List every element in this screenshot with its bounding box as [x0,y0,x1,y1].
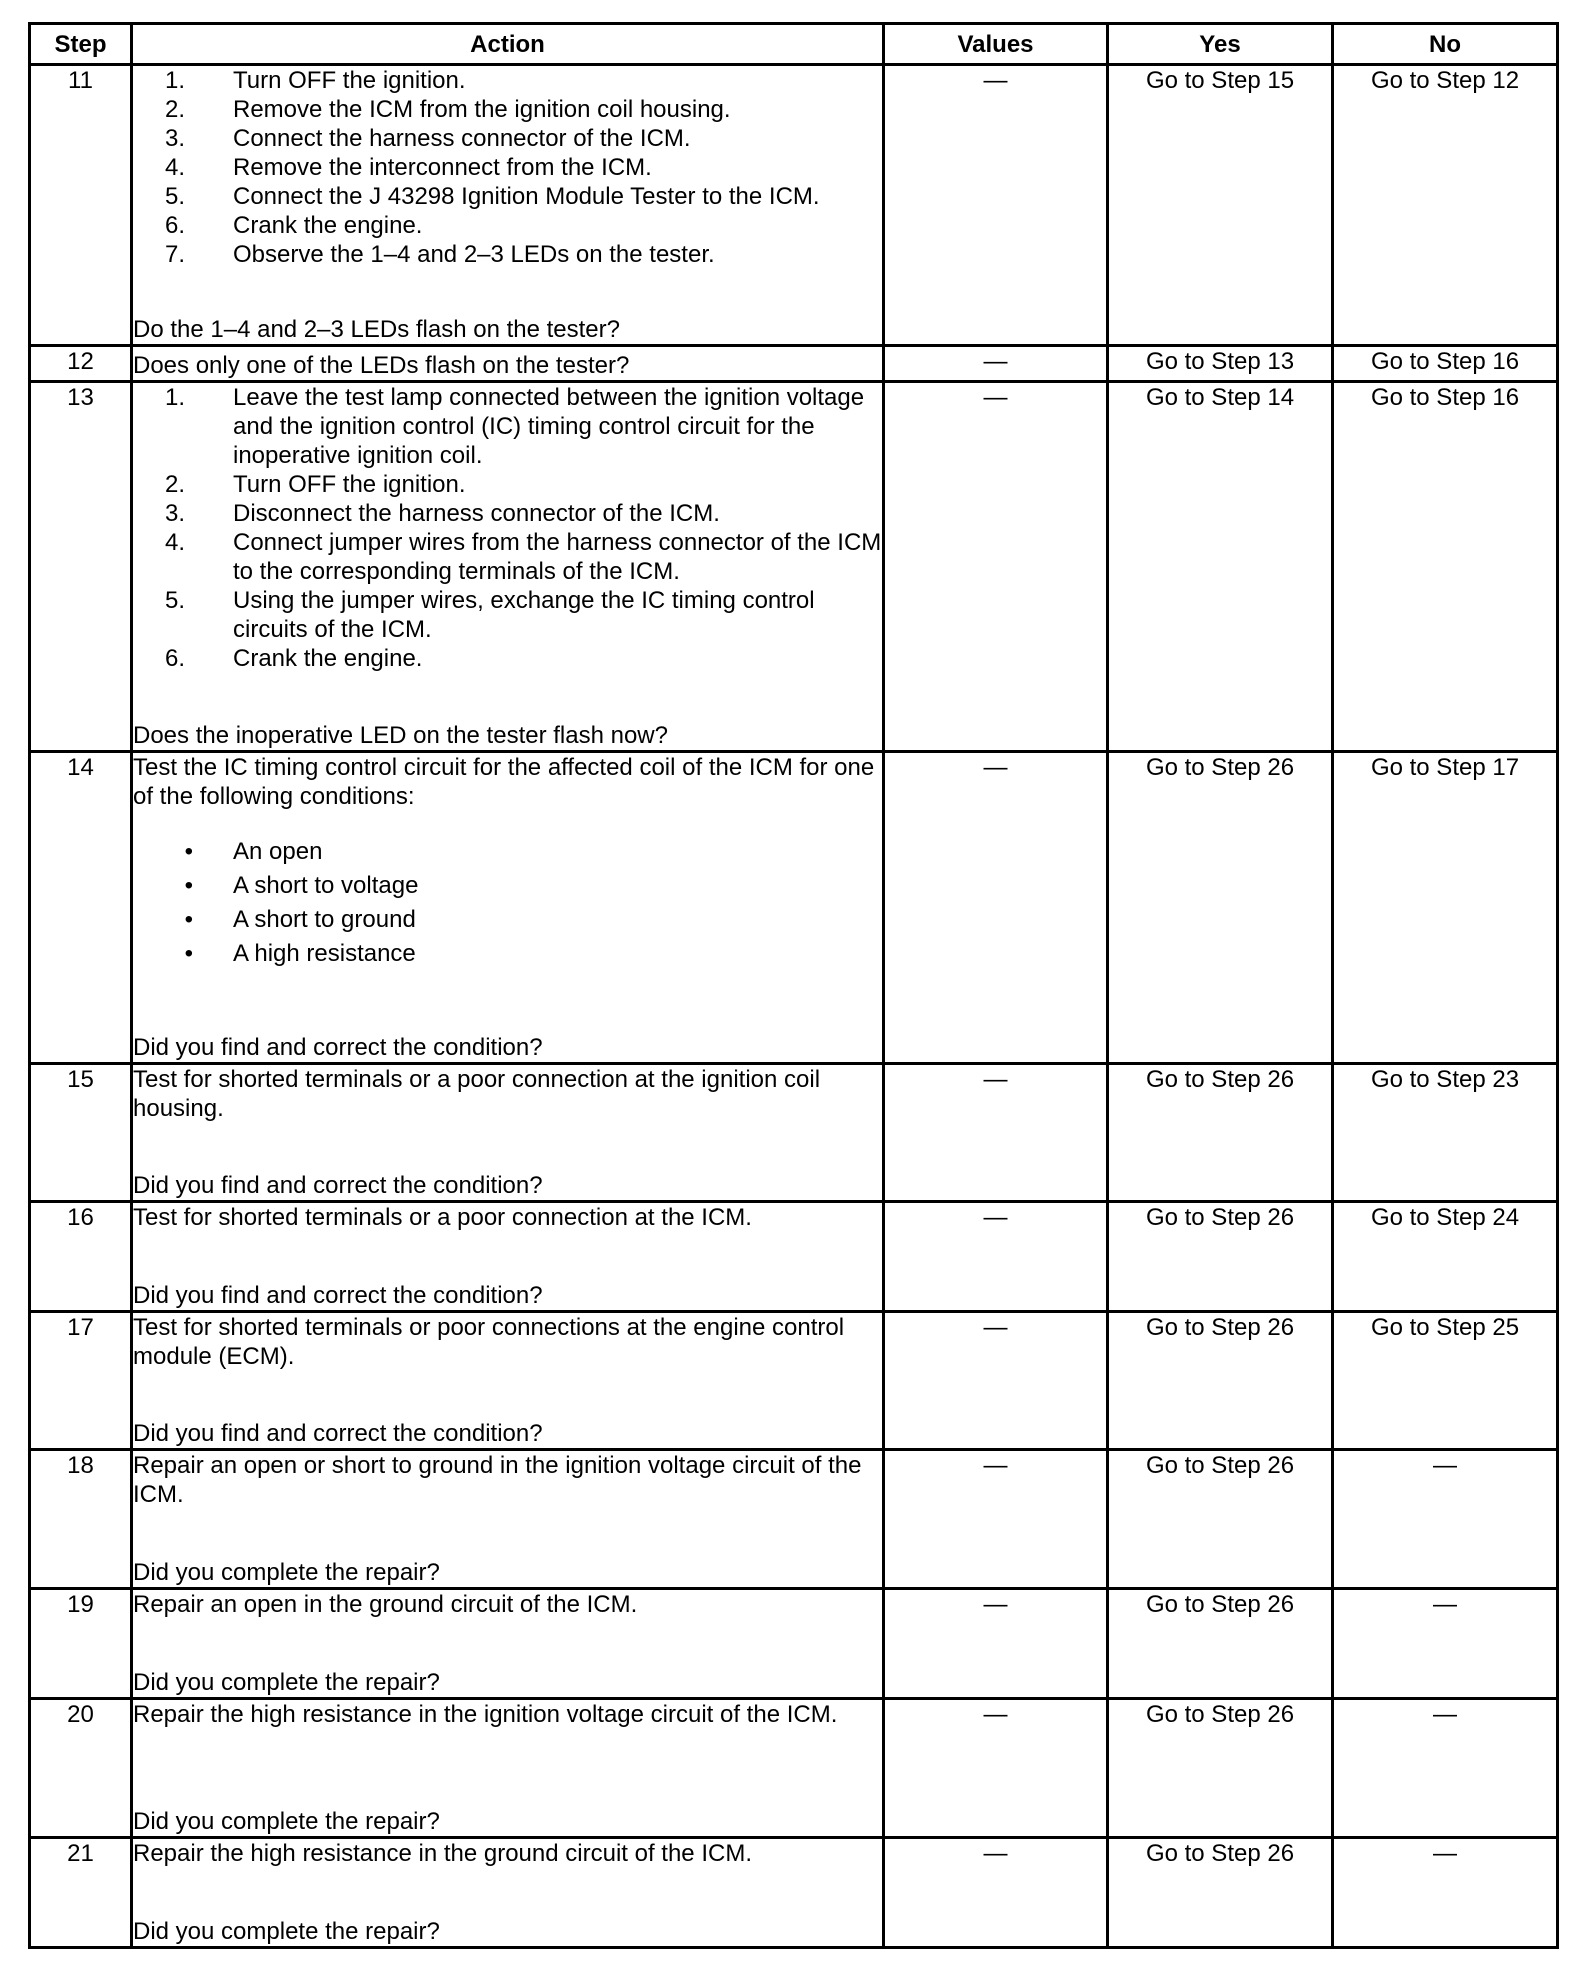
step-number: 20 [30,1699,132,1838]
yes-cell: Go to Step 26 [1108,1699,1333,1838]
list-item-text: Leave the test lamp connected between the ignition voltage and the ignition control (IC) timing control circuit for the inoperative ignition coil. [233,384,865,469]
action-question: Does only one of the LEDs flash on the tester? [133,352,630,379]
no-cell: Go to Step 25 [1333,1312,1558,1450]
table-row [30,1064,1558,1202]
action-cell [132,346,884,382]
list-item [133,66,882,95]
list-item [133,383,882,470]
action-question: Did you complete the repair? [133,1559,440,1586]
list-item-text: Disconnect the harness connector of the ICM. [233,500,720,527]
values-cell: — [884,1589,1108,1699]
action-content [133,1700,882,1836]
action-content [133,1590,882,1697]
values-cell: — [884,65,1108,346]
action-intro: Test the IC timing control circuit for the affected coil of the ICM for one of the following conditions: [133,754,875,810]
bullet-list [133,837,882,968]
numbered-list [133,383,882,673]
action-instructions [133,383,882,721]
list-item-number: 6. [164,645,185,672]
header-step: Step [30,24,132,65]
list-item-text: Remove the interconnect from the ICM. [233,154,652,181]
no-cell: — [1333,1838,1558,1948]
action-question: Did you complete the repair? [133,1808,440,1835]
list-item [133,124,882,153]
no-cell: — [1333,1699,1558,1838]
list-item [133,586,882,644]
table-header [30,24,1558,65]
action-cell [132,1838,884,1948]
action-cell [132,752,884,1064]
list-item-text: Using the jumper wires, exchange the IC timing control circuits of the ICM. [233,587,815,643]
action-instructions [133,1451,882,1558]
action-question: Did you find and correct the condition? [133,1420,543,1447]
action-instructions [133,1700,882,1807]
list-item-number: 7. [164,241,185,268]
action-question: Did you find and correct the condition? [133,1034,543,1061]
action-intro: Test for shorted terminals or poor connections at the engine control module (ECM). [133,1314,845,1370]
action-cell [132,382,884,752]
step-number: 16 [30,1202,132,1312]
action-instructions [133,753,882,1033]
yes-cell: Go to Step 26 [1108,1838,1333,1948]
list-item-text: Connect the J 43298 Ignition Module Tester to the ICM. [233,183,820,210]
action-cell [132,65,884,346]
step-number: 18 [30,1450,132,1589]
diagnostic-table-page [28,22,1556,1949]
action-intro: Repair an open in the ground circuit of the ICM. [133,1591,638,1618]
table-row [30,1202,1558,1312]
bullet-icon: • [184,940,193,967]
yes-cell: Go to Step 26 [1108,1202,1333,1312]
no-cell: Go to Step 17 [1333,752,1558,1064]
action-intro: Repair the high resistance in the ground circuit of the ICM. [133,1840,752,1867]
list-item [133,939,882,968]
list-item [133,837,882,866]
numbered-list [133,66,882,269]
bullet-icon: • [184,906,193,933]
list-item-number: 5. [164,183,185,210]
yes-cell: Go to Step 15 [1108,65,1333,346]
action-content [133,753,882,1062]
yes-cell: Go to Step 26 [1108,1589,1333,1699]
table-row [30,346,1558,382]
action-instructions [133,1590,882,1668]
list-item-text: A short to ground [233,906,416,933]
action-instructions [133,1313,882,1419]
yes-cell: Go to Step 26 [1108,752,1333,1064]
list-item [133,470,882,499]
table-row [30,65,1558,346]
values-cell: — [884,1064,1108,1202]
list-item-number: 5. [164,587,185,614]
step-number: 19 [30,1589,132,1699]
list-item [133,153,882,182]
list-item-number: 1. [164,67,185,94]
bullet-icon: • [184,838,193,865]
step-number: 12 [30,346,132,382]
yes-cell: Go to Step 14 [1108,382,1333,752]
action-content [133,66,882,344]
step-number: 17 [30,1312,132,1450]
values-cell: — [884,382,1108,752]
action-content [133,1839,882,1946]
action-intro: Test for shorted terminals or a poor connection at the ICM. [133,1204,752,1231]
action-content [133,383,882,750]
no-cell: — [1333,1589,1558,1699]
action-content [133,1451,882,1587]
list-item-text: A high resistance [233,940,416,967]
action-question: Did you complete the repair? [133,1918,440,1945]
header-values: Values [884,24,1108,65]
list-item-text: Observe the 1–4 and 2–3 LEDs on the tester. [233,241,715,268]
values-cell: — [884,752,1108,1064]
list-item-text: Connect jumper wires from the harness connector of the ICM to the corresponding terminals of the ICM. [233,529,882,585]
list-item-number: 3. [164,500,185,527]
action-cell [132,1202,884,1312]
yes-cell: Go to Step 13 [1108,346,1333,382]
action-instructions [133,1203,882,1281]
list-item-number: 3. [164,125,185,152]
action-content [133,1065,882,1200]
values-cell: — [884,1450,1108,1589]
action-cell [132,1450,884,1589]
list-item-number: 6. [164,212,185,239]
list-item-text: Turn OFF the ignition. [233,471,466,498]
list-item [133,905,882,934]
action-question: Do the 1–4 and 2–3 LEDs flash on the tester? [133,316,620,343]
list-item-text: Crank the engine. [233,212,423,239]
no-cell: Go to Step 24 [1333,1202,1558,1312]
table-row [30,1450,1558,1589]
action-cell [132,1589,884,1699]
action-content [133,347,882,380]
bullet-icon: • [184,872,193,899]
values-cell: — [884,1699,1108,1838]
action-content [133,1313,882,1448]
values-cell: — [884,1312,1108,1450]
list-item-number: 4. [164,529,185,556]
diagnostic-table [28,22,1559,1949]
header-action: Action [132,24,884,65]
table-row [30,1838,1558,1948]
yes-cell: Go to Step 26 [1108,1064,1333,1202]
table-row [30,752,1558,1064]
list-item [133,182,882,211]
step-number: 15 [30,1064,132,1202]
values-cell: — [884,346,1108,382]
table-row [30,1312,1558,1450]
list-item-text: Connect the harness connector of the ICM. [233,125,691,152]
step-number: 14 [30,752,132,1064]
step-number: 13 [30,382,132,752]
table-row [30,1589,1558,1699]
action-question: Did you find and correct the condition? [133,1282,543,1309]
list-item-text: An open [233,838,323,865]
list-item-text: Crank the engine. [233,645,423,672]
action-intro: Test for shorted terminals or a poor connection at the ignition coil housing. [133,1066,821,1122]
action-instructions [133,1839,882,1917]
action-intro: Repair the high resistance in the ignition voltage circuit of the ICM. [133,1701,838,1728]
header-no: No [1333,24,1558,65]
no-cell: Go to Step 16 [1333,346,1558,382]
step-number: 21 [30,1838,132,1948]
list-item [133,240,882,269]
table-row [30,1699,1558,1838]
list-item-number: 2. [164,96,185,123]
action-cell [132,1064,884,1202]
header-row [30,24,1558,65]
list-item-text: Remove the ICM from the ignition coil housing. [233,96,731,123]
table-body [30,65,1558,1948]
header-yes: Yes [1108,24,1333,65]
action-instructions [133,66,882,315]
no-cell: Go to Step 23 [1333,1064,1558,1202]
list-item-text: A short to voltage [233,872,419,899]
list-item [133,871,882,900]
list-item-text: Turn OFF the ignition. [233,67,466,94]
no-cell: Go to Step 12 [1333,65,1558,346]
action-question: Does the inoperative LED on the tester flash now? [133,722,668,749]
values-cell: — [884,1202,1108,1312]
action-instructions [133,1065,882,1171]
list-item-number: 1. [164,384,185,411]
action-content [133,1203,882,1310]
step-number: 11 [30,65,132,346]
list-item [133,211,882,240]
table-row [30,382,1558,752]
action-cell [132,1312,884,1450]
list-item-number: 2. [164,471,185,498]
values-cell: — [884,1838,1108,1948]
yes-cell: Go to Step 26 [1108,1312,1333,1450]
no-cell: Go to Step 16 [1333,382,1558,752]
list-item [133,644,882,673]
action-question: Did you find and correct the condition? [133,1172,543,1199]
list-item [133,95,882,124]
action-question: Did you complete the repair? [133,1669,440,1696]
action-intro: Repair an open or short to ground in the ignition voltage circuit of the ICM. [133,1452,862,1508]
list-item [133,499,882,528]
no-cell: — [1333,1450,1558,1589]
list-item-number: 4. [164,154,185,181]
list-item [133,528,882,586]
action-cell [132,1699,884,1838]
yes-cell: Go to Step 26 [1108,1450,1333,1589]
